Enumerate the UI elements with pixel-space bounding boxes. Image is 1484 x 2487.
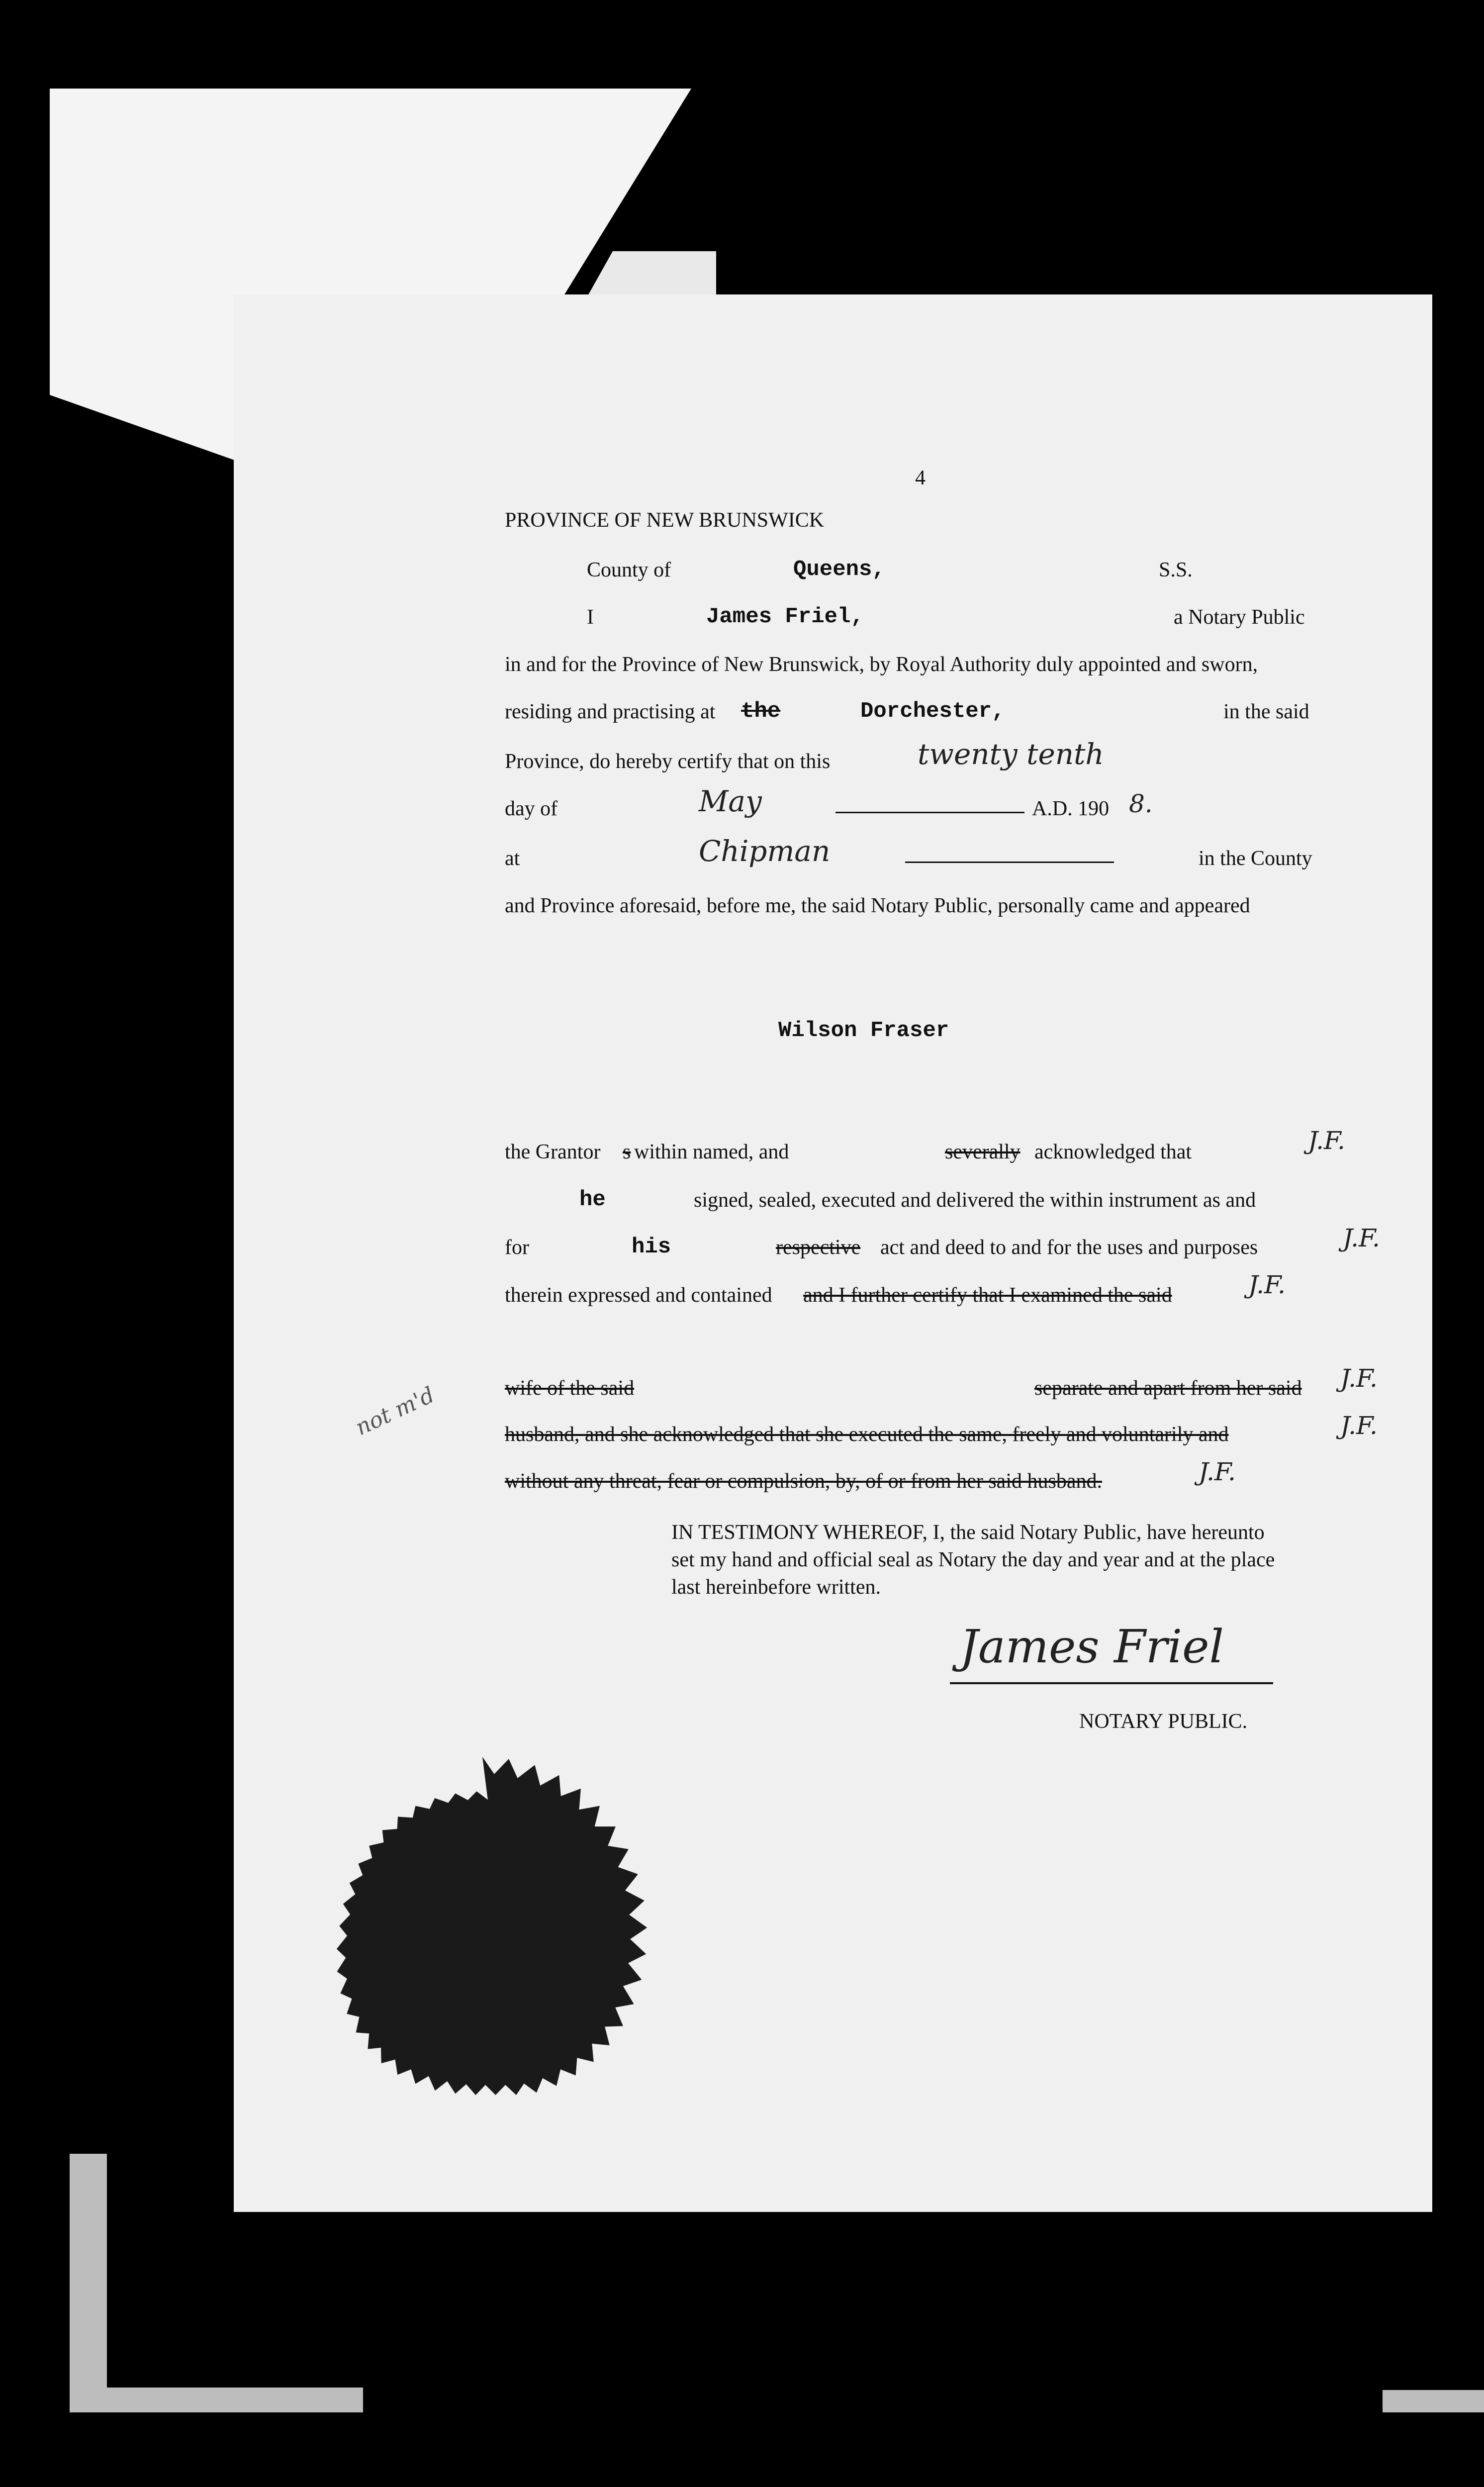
residing-place: Dorchester, bbox=[860, 699, 1005, 724]
ad-label: A.D. 190 bbox=[1032, 797, 1110, 820]
county-value: Queens, bbox=[793, 557, 885, 582]
grantor-name: Wilson Fraser bbox=[778, 1018, 949, 1043]
initials-1: J.F. bbox=[1308, 1126, 1345, 1155]
county-label: County of bbox=[587, 559, 671, 581]
wife-struck: wife of the said bbox=[505, 1377, 635, 1400]
ss-label: S.S. bbox=[1159, 559, 1193, 581]
month-blank-line bbox=[835, 812, 1024, 813]
initials-6: J.F. bbox=[1199, 1457, 1236, 1486]
scrap-right-bottom bbox=[1383, 2390, 1484, 2412]
within-named: within named, and bbox=[634, 1141, 789, 1163]
initials-2: J.F. bbox=[1343, 1224, 1380, 1252]
in-the-said-label: in the said bbox=[1223, 700, 1309, 723]
page-number: 4 bbox=[915, 467, 926, 489]
signature-underline bbox=[950, 1682, 1273, 1684]
residing-label: residing and practising at bbox=[505, 700, 716, 723]
grantor-s-struck: s bbox=[623, 1141, 631, 1163]
acknowledged-that: acknowledged that bbox=[1034, 1141, 1192, 1163]
act-deed-line: act and deed to and for the uses and purposes bbox=[880, 1236, 1258, 1259]
separate-struck: separate and apart from her said bbox=[1034, 1377, 1302, 1400]
husband-struck: husband, and she acknowledged that she executed the same, freely and voluntarily and bbox=[505, 1423, 1229, 1446]
notary-public-label: NOTARY PUBLIC. bbox=[1079, 1710, 1248, 1733]
therein-line: therein expressed and contained bbox=[505, 1284, 772, 1307]
day-of-label: day of bbox=[505, 797, 558, 820]
threat-struck: without any threat, fear or compulsion, by, of or from her said husband. bbox=[505, 1470, 1102, 1493]
document-page bbox=[234, 294, 1432, 2212]
month-handwritten: May bbox=[699, 784, 762, 818]
appeared-line: and Province aforesaid, before me, the said Notary Public, personally came and appeared bbox=[505, 894, 1250, 917]
at-label: at bbox=[505, 847, 520, 870]
notary-signature: James Friel bbox=[960, 1620, 1224, 1673]
certify-line: Province, do hereby certify that on this bbox=[505, 750, 831, 773]
scrap-left-vertical bbox=[70, 2154, 107, 2402]
testimony-line-2: set my hand and official seal as Notary the day and year and at the place bbox=[671, 1548, 1275, 1571]
signed-line: signed, sealed, executed and delivered the within instrument as and bbox=[694, 1189, 1256, 1212]
day-handwritten: twenty tenth bbox=[918, 737, 1104, 771]
pronoun-he: he bbox=[579, 1187, 606, 1212]
respective-struck: respective bbox=[776, 1236, 861, 1259]
scrap-left-bottom bbox=[70, 2388, 363, 2412]
year-digit: 8. bbox=[1129, 789, 1153, 818]
for-label: for bbox=[505, 1236, 529, 1259]
margin-note: not m'd bbox=[352, 1382, 439, 1441]
further-struck: and I further certify that I examined the said bbox=[803, 1284, 1172, 1307]
pronoun-his: his bbox=[632, 1235, 671, 1259]
notary-role: a Notary Public bbox=[1174, 606, 1305, 629]
authority-line: in and for the Province of New Brunswick, by Royal Authority duly appointed and sworn, bbox=[505, 653, 1258, 676]
testimony-line-1: IN TESTIMONY WHEREOF, I, the said Notary Public, have hereunto bbox=[671, 1521, 1265, 1544]
grantor-line-start: the Grantor bbox=[505, 1141, 601, 1163]
testimony-line-3: last hereinbefore written. bbox=[671, 1576, 881, 1599]
province-heading: PROVINCE OF NEW BRUNSWICK bbox=[505, 509, 825, 532]
residing-struck: the bbox=[741, 699, 781, 724]
initials-3: J.F. bbox=[1248, 1270, 1286, 1299]
pronoun-i: I bbox=[587, 606, 594, 629]
initials-5: J.F. bbox=[1340, 1411, 1378, 1440]
severally-struck: severally bbox=[945, 1141, 1020, 1163]
in-the-county-label: in the County bbox=[1199, 847, 1312, 870]
notary-name: James Friel, bbox=[706, 604, 864, 629]
place-handwritten: Chipman bbox=[699, 834, 831, 868]
initials-4: J.F. bbox=[1340, 1364, 1378, 1393]
notary-seal bbox=[313, 1757, 651, 2095]
place-blank-line bbox=[905, 861, 1114, 863]
